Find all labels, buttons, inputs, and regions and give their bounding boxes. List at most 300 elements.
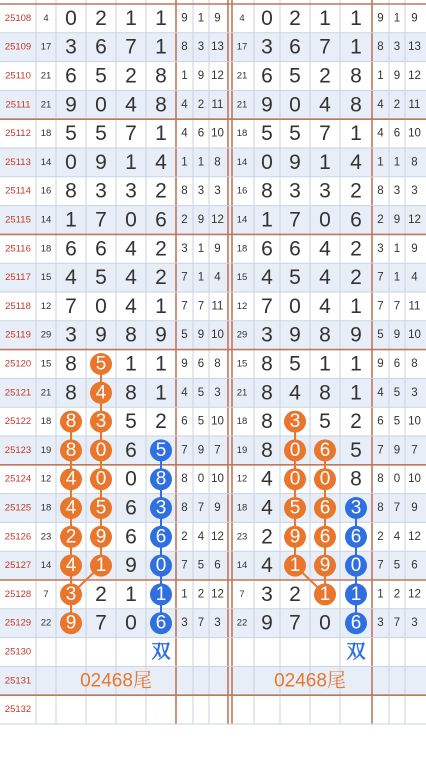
sum-value: 4 [43, 12, 49, 24]
right-sum-value: 14 [236, 560, 248, 572]
right-stat-value: 9 [377, 358, 384, 370]
right-digit-ball-value: 6 [319, 439, 331, 461]
right-sum-value: 19 [236, 444, 248, 456]
right-stat-value: 8 [377, 473, 384, 486]
digit-ball-value: 0 [95, 468, 107, 490]
right-digit-value: 4 [261, 467, 273, 491]
right-digit-value: 5 [289, 64, 301, 88]
right-sum-value: 22 [236, 617, 248, 629]
right-stat-value: 5 [393, 415, 401, 428]
right-sum-value: 4 [239, 12, 245, 24]
sum-value: 21 [40, 99, 52, 111]
right-stat-value: 3 [377, 617, 384, 630]
right-stat-value: 7 [393, 617, 401, 630]
right-digit-ball-value: 0 [289, 468, 301, 490]
stat-value: 3 [197, 185, 205, 198]
stat-value: 1 [197, 242, 205, 255]
right-sum-value: 12 [236, 300, 248, 312]
right-digit-value: 9 [350, 323, 362, 347]
right-digit-value: 8 [261, 179, 273, 203]
right-digit-ball-value: 3 [289, 411, 301, 433]
right-sum-value: 18 [236, 128, 248, 140]
stat-value: 10 [211, 415, 224, 428]
right-digit-value: 0 [261, 150, 273, 174]
digit-value: 4 [125, 266, 137, 290]
stat-value: 2 [181, 530, 188, 543]
digit-value: 6 [125, 525, 137, 549]
right-stat-value: 4 [393, 530, 401, 543]
right-sum-value: 14 [236, 214, 248, 226]
right-stat-value: 1 [393, 156, 401, 169]
digit-ball-value: 5 [155, 439, 167, 461]
digit-ball-value: 8 [65, 439, 77, 461]
digit-ball-value: 4 [95, 382, 107, 404]
right-digit-value: 7 [261, 294, 273, 318]
digit-value: 3 [125, 179, 137, 203]
right-stat-value: 1 [377, 588, 384, 601]
right-stat-value: 3 [377, 242, 384, 255]
right-stat-value: 4 [377, 127, 384, 140]
right-parity-label: 双 [346, 641, 366, 663]
digit-ball-value: 4 [65, 468, 77, 490]
stat-value: 4 [181, 98, 188, 111]
right-digit-value: 1 [350, 352, 362, 376]
sum-value: 22 [40, 617, 52, 629]
right-stat-value: 12 [408, 214, 421, 226]
right-digit-value: 9 [261, 93, 273, 117]
row-band [0, 148, 426, 177]
right-stat-value: 2 [377, 530, 384, 543]
digit-ball-value: 8 [155, 468, 167, 490]
stat-value: 9 [197, 329, 205, 342]
digit-value: 0 [125, 467, 137, 491]
period-label: 25108 [4, 12, 32, 24]
stat-value: 3 [214, 617, 221, 630]
period-label: 25125 [4, 502, 32, 514]
period-label: 25120 [4, 358, 32, 370]
right-digit-value: 1 [350, 6, 362, 30]
right-digit-value: 8 [350, 467, 362, 491]
sum-value: 18 [40, 243, 52, 255]
right-digit-value: 4 [319, 93, 331, 117]
right-digit-value: 4 [261, 266, 273, 290]
stat-value: 8 [181, 185, 188, 198]
digit-value: 6 [65, 237, 77, 261]
right-stat-value: 5 [377, 329, 384, 342]
digit-value: 5 [95, 266, 107, 290]
right-digit-value: 8 [350, 93, 362, 117]
right-stat-value: 1 [377, 156, 384, 169]
right-sum-value: 12 [236, 473, 248, 485]
digit-value: 6 [125, 496, 137, 520]
right-sum-value: 23 [236, 531, 248, 543]
digit-value: 7 [125, 122, 137, 146]
stat-value: 0 [197, 473, 205, 486]
digit-ball-value: 5 [95, 497, 107, 519]
sum-value: 14 [40, 156, 52, 168]
stat-value: 10 [211, 127, 224, 140]
right-stat-value: 12 [408, 70, 421, 82]
digit-value: 9 [65, 93, 77, 117]
stat-value: 1 [197, 156, 205, 169]
digit-value: 8 [65, 352, 77, 376]
right-stat-value: 9 [411, 242, 418, 255]
right-stat-value: 8 [377, 502, 384, 514]
digit-value: 1 [155, 122, 167, 146]
digit-value: 3 [95, 179, 107, 203]
stat-value: 3 [181, 242, 188, 255]
stat-value: 4 [197, 530, 205, 543]
sum-value: 18 [40, 128, 52, 140]
right-digit-value: 4 [319, 237, 331, 261]
digit-value: 3 [65, 35, 77, 59]
stat-value: 4 [181, 386, 188, 399]
right-sum-value: 14 [236, 156, 248, 168]
stat-value: 10 [211, 473, 224, 486]
stat-value: 5 [181, 329, 188, 342]
right-stat-value: 10 [408, 329, 421, 342]
right-digit-ball-value: 1 [319, 583, 331, 605]
right-digit-ball-value: 6 [350, 612, 362, 634]
digit-value: 2 [95, 582, 107, 606]
sum-value: 18 [40, 416, 52, 428]
sum-value: 7 [43, 588, 49, 600]
right-stat-value: 11 [408, 300, 421, 313]
right-stat-value: 2 [393, 588, 401, 601]
stat-value: 7 [214, 444, 221, 457]
digit-value: 2 [155, 237, 167, 261]
right-digit-value: 0 [319, 208, 331, 232]
period-label: 25122 [4, 416, 32, 428]
digit-value: 4 [125, 93, 137, 117]
right-stat-value: 1 [393, 12, 401, 25]
right-digit-value: 2 [350, 179, 362, 203]
right-digit-value: 6 [261, 64, 273, 88]
right-stat-value: 10 [408, 127, 421, 140]
right-stat-value: 12 [408, 588, 421, 601]
period-label: 25123 [4, 444, 32, 456]
right-stat-value: 9 [411, 12, 418, 25]
right-stat-value: 10 [408, 415, 421, 428]
digit-value: 2 [155, 410, 167, 434]
period-label: 25121 [4, 387, 32, 399]
right-digit-ball-value: 6 [350, 526, 362, 548]
right-digit-ball-value: 0 [350, 555, 362, 577]
sum-value: 23 [40, 531, 52, 543]
digit-value: 0 [125, 611, 137, 635]
right-digit-value: 6 [289, 35, 301, 59]
stat-value: 10 [211, 329, 224, 342]
stat-value: 4 [214, 271, 221, 284]
row-band [0, 263, 426, 292]
digit-value: 5 [65, 122, 77, 146]
digit-value: 6 [155, 208, 167, 232]
digit-value: 2 [155, 266, 167, 290]
right-digit-value: 2 [319, 64, 331, 88]
right-stat-value: 9 [393, 214, 401, 226]
period-label: 25115 [5, 214, 31, 226]
sum-value: 14 [40, 560, 52, 572]
digit-value: 9 [155, 323, 167, 347]
right-sum-value: 21 [236, 70, 248, 82]
right-stat-value: 12 [408, 530, 421, 543]
period-label: 25128 [4, 588, 32, 600]
digit-ball-value: 4 [65, 555, 77, 577]
right-stat-value: 9 [411, 502, 418, 514]
period-label: 25109 [4, 41, 32, 53]
digit-value: 8 [155, 64, 167, 88]
period-label: 25131 [4, 675, 32, 687]
digit-value: 2 [125, 64, 137, 88]
stat-value: 6 [197, 358, 205, 370]
right-stat-value: 6 [393, 358, 401, 370]
right-digit-ball-value: 9 [289, 526, 301, 548]
digit-value: 1 [155, 294, 167, 318]
right-stat-value: 6 [393, 127, 401, 140]
digit-value: 7 [125, 35, 137, 59]
period-label: 25117 [5, 272, 31, 284]
right-digit-value: 4 [261, 554, 273, 578]
right-digit-ball-value: 0 [289, 439, 301, 461]
right-digit-value: 1 [350, 294, 362, 318]
digit-value: 5 [95, 122, 107, 146]
right-digit-ball-value: 0 [319, 468, 331, 490]
right-digit-value: 6 [261, 237, 273, 261]
right-stat-value: 3 [411, 386, 418, 399]
right-digit-value: 8 [319, 323, 331, 347]
sum-value: 15 [40, 358, 52, 370]
digit-value: 3 [65, 323, 77, 347]
stat-value: 9 [197, 214, 205, 226]
stat-value: 1 [181, 70, 188, 82]
stat-value: 1 [197, 12, 205, 25]
stat-value: 7 [181, 300, 188, 313]
right-stat-value: 13 [408, 41, 421, 54]
digit-value: 1 [125, 150, 137, 174]
right-digit-value: 1 [319, 352, 331, 376]
right-digit-value: 3 [319, 179, 331, 203]
digit-ball-value: 6 [155, 612, 167, 634]
period-label: 25112 [5, 128, 31, 140]
right-sum-value: 18 [236, 416, 248, 428]
sum-value: 29 [40, 329, 52, 341]
right-digit-value: 4 [319, 294, 331, 318]
digit-value: 4 [125, 237, 137, 261]
right-digit-value: 1 [319, 150, 331, 174]
stat-value: 7 [197, 300, 205, 313]
period-label: 25129 [4, 617, 32, 629]
right-stat-value: 3 [393, 41, 401, 54]
digit-value: 6 [95, 237, 107, 261]
digit-ball-value: 1 [155, 583, 167, 605]
digit-value: 8 [65, 179, 77, 203]
sum-value: 21 [40, 387, 52, 399]
period-label: 25127 [4, 560, 32, 572]
stat-value: 3 [197, 41, 205, 54]
stat-value: 12 [211, 214, 224, 226]
sum-value: 16 [40, 185, 52, 197]
right-stat-value: 5 [393, 386, 401, 399]
right-digit-value: 2 [350, 410, 362, 434]
right-digit-value: 1 [319, 6, 331, 30]
stat-value: 3 [214, 386, 221, 399]
digit-value: 1 [155, 352, 167, 376]
stat-value: 9 [181, 358, 188, 370]
stat-value: 3 [214, 185, 221, 198]
stat-value: 7 [197, 617, 205, 630]
right-stat-value: 8 [377, 185, 384, 198]
right-digit-value: 4 [350, 150, 362, 174]
digit-ball-value: 3 [65, 583, 77, 605]
right-sum-value: 21 [236, 99, 248, 111]
stat-value: 7 [181, 444, 188, 457]
stat-value: 9 [197, 444, 205, 457]
digit-value: 2 [95, 6, 107, 30]
sum-value: 14 [40, 214, 52, 226]
digit-value: 1 [65, 208, 77, 232]
stat-value: 5 [197, 386, 205, 399]
digit-value: 5 [95, 64, 107, 88]
right-stat-value: 0 [393, 473, 401, 486]
right-digit-value: 8 [319, 381, 331, 405]
period-label: 25113 [5, 156, 31, 168]
digit-value: 8 [65, 381, 77, 405]
right-digit-value: 8 [261, 381, 273, 405]
right-stat-value: 10 [408, 473, 421, 486]
stat-value: 6 [181, 415, 188, 428]
digit-value: 6 [65, 64, 77, 88]
digit-value: 2 [155, 179, 167, 203]
digit-value: 7 [65, 294, 77, 318]
right-digit-value: 3 [261, 582, 273, 606]
stat-value: 3 [181, 617, 188, 630]
stat-value: 9 [181, 12, 188, 25]
right-digit-value: 8 [261, 410, 273, 434]
right-stat-value: 11 [408, 98, 421, 111]
stat-value: 6 [214, 559, 221, 572]
right-digit-value: 9 [261, 611, 273, 635]
period-label: 25119 [5, 329, 31, 341]
stat-value: 9 [214, 12, 221, 25]
stat-value: 7 [197, 502, 205, 514]
right-digit-value: 5 [289, 352, 301, 376]
stat-value: 1 [181, 156, 188, 169]
right-stat-value: 9 [393, 329, 401, 342]
right-stat-value: 1 [393, 242, 401, 255]
right-stat-value: 7 [377, 444, 384, 457]
digit-value: 4 [65, 266, 77, 290]
right-digit-ball-value: 6 [319, 526, 331, 548]
digit-value: 1 [155, 35, 167, 59]
right-stat-value: 8 [411, 358, 418, 370]
stat-value: 2 [197, 588, 205, 601]
period-label: 25118 [5, 300, 31, 312]
right-digit-ball-value: 1 [289, 555, 301, 577]
period-label: 25132 [4, 704, 32, 716]
right-tail-pattern: 02468尾 [274, 670, 346, 692]
right-digit-value: 2 [350, 266, 362, 290]
right-digit-value: 2 [289, 582, 301, 606]
right-digit-value: 5 [289, 122, 301, 146]
period-label: 25114 [5, 185, 31, 197]
digit-value: 4 [125, 294, 137, 318]
digit-value: 0 [125, 208, 137, 232]
stat-value: 11 [211, 98, 224, 111]
right-stat-value: 6 [377, 415, 384, 428]
right-digit-value: 5 [350, 438, 362, 462]
sum-value: 12 [40, 300, 52, 312]
stat-value: 12 [211, 70, 224, 82]
digit-value: 6 [125, 438, 137, 462]
right-stat-value: 7 [411, 444, 418, 457]
sum-value: 19 [40, 444, 52, 456]
digit-ball-value: 6 [155, 526, 167, 548]
right-stat-value: 5 [393, 559, 401, 572]
digit-value: 0 [65, 150, 77, 174]
right-digit-value: 0 [319, 611, 331, 635]
stat-value: 4 [181, 127, 188, 140]
right-sum-value: 18 [236, 502, 248, 514]
digit-value: 7 [95, 208, 107, 232]
right-digit-value: 8 [261, 438, 273, 462]
period-label: 25126 [4, 531, 32, 543]
digit-value: 8 [125, 381, 137, 405]
right-digit-value: 8 [261, 352, 273, 376]
stat-value: 13 [211, 41, 224, 54]
digit-ball-value: 5 [95, 353, 107, 375]
right-digit-value: 4 [319, 266, 331, 290]
stat-value: 8 [181, 473, 188, 486]
right-sum-value: 29 [236, 329, 248, 341]
right-digit-value: 9 [289, 323, 301, 347]
right-digit-value: 1 [350, 122, 362, 146]
stat-value: 8 [181, 502, 188, 514]
right-stat-value: 4 [411, 271, 418, 284]
digit-value: 0 [65, 6, 77, 30]
stat-value: 9 [214, 242, 221, 255]
right-sum-value: 7 [239, 588, 245, 600]
digit-ball-value: 4 [65, 497, 77, 519]
digit-value: 1 [125, 582, 137, 606]
right-sum-value: 18 [236, 243, 248, 255]
stat-value: 5 [197, 415, 205, 428]
sum-value: 12 [40, 473, 52, 485]
right-stat-value: 7 [393, 502, 401, 514]
right-digit-value: 0 [289, 294, 301, 318]
right-sum-value: 16 [236, 185, 248, 197]
right-stat-value: 7 [393, 300, 401, 313]
right-digit-value: 8 [350, 64, 362, 88]
digit-ball-value: 8 [65, 411, 77, 433]
digit-value: 1 [125, 352, 137, 376]
right-stat-value: 8 [377, 41, 384, 54]
stat-value: 1 [181, 588, 188, 601]
stat-value: 7 [181, 559, 188, 572]
right-sum-value: 21 [236, 387, 248, 399]
right-digit-value: 2 [261, 525, 273, 549]
stat-value: 8 [214, 156, 221, 169]
digit-value: 8 [125, 323, 137, 347]
stat-value: 1 [197, 271, 205, 284]
digit-ball-value: 9 [95, 526, 107, 548]
right-digit-value: 2 [350, 237, 362, 261]
right-stat-value: 8 [411, 156, 418, 169]
period-label: 25116 [5, 243, 31, 255]
digit-value: 7 [95, 611, 107, 635]
right-stat-value: 2 [393, 98, 401, 111]
digit-value: 8 [155, 93, 167, 117]
left-parity-label: 双 [151, 641, 171, 663]
